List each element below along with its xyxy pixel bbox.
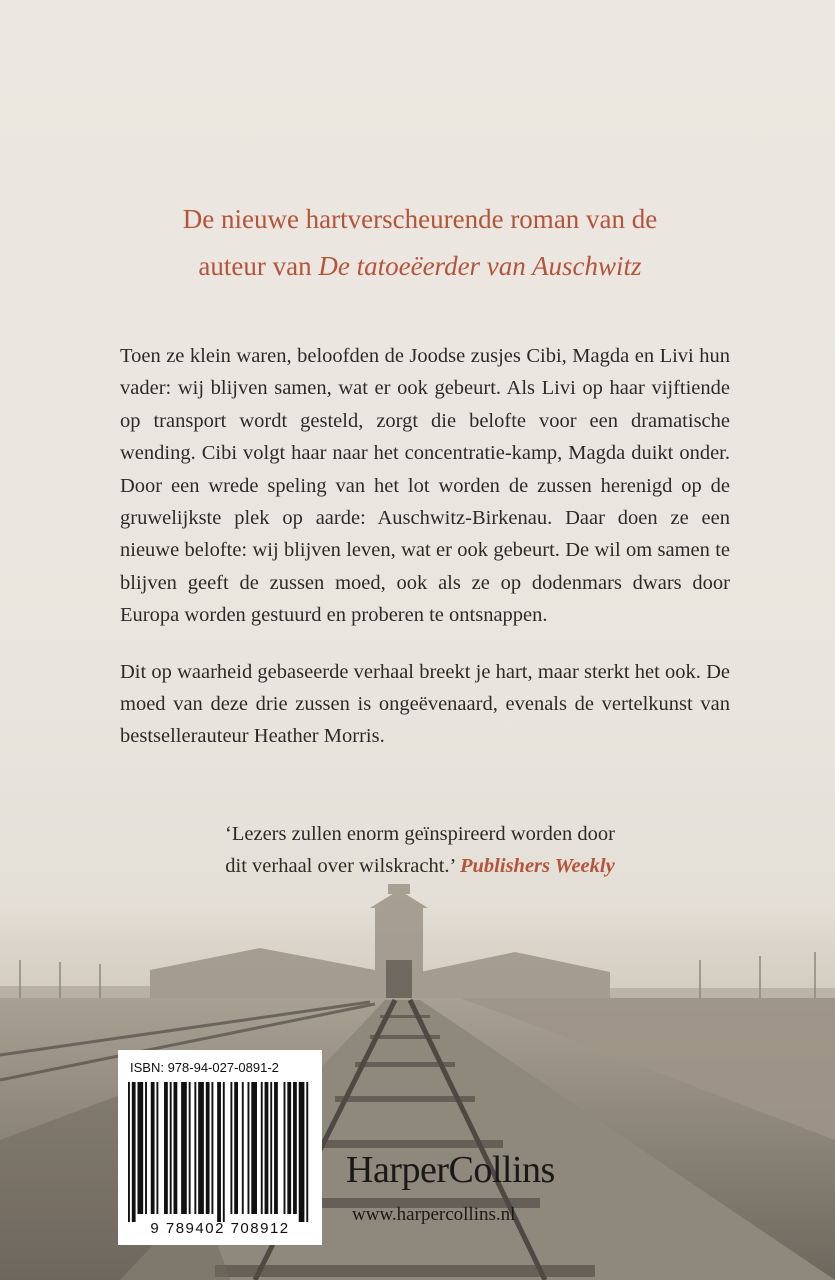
barcode-bar bbox=[242, 1082, 244, 1214]
barcode-bar bbox=[293, 1082, 297, 1214]
barcode-bar bbox=[211, 1082, 213, 1214]
barcode-bar bbox=[164, 1082, 168, 1214]
publisher-website[interactable]: www.harpercollins.nl bbox=[352, 1204, 516, 1225]
barcode-bar bbox=[234, 1082, 238, 1214]
barcode bbox=[128, 1082, 312, 1222]
barcode-bar bbox=[265, 1082, 269, 1214]
barcode-bar bbox=[274, 1082, 278, 1214]
barcode-bar bbox=[223, 1082, 225, 1222]
barcode-bar bbox=[156, 1082, 158, 1214]
barcode-bar bbox=[151, 1082, 155, 1214]
tagline-line-1: De nieuwe hartverscheurende roman van de bbox=[182, 204, 658, 234]
blurb-paragraph-1: Toen ze klein waren, beloofden de Joodse zusjes Cibi, Magda en Livi hun vader: wij blijven samen, wat er ook gebeurt. Als Livi op haar vijftiende op transport wordt gesteld, zorgt die belofte voor een dramatische wending. Cibi volgt haar naar het concentratie-kamp, Magda duikt onder. Door een wrede speling van het lot worden de zussen herenigd op de gruwelijkste plek op aarde: Auschwitz-Birkenau. Daar doen ze een nieuwe belofte: wij blijven leven, wat er ook gebeurt. De wil om samen te blijven geeft de zussen moed, ook als ze op dodenmars dwars door Europa worden gestuurd en proberen te ontsnappen. bbox=[120, 345, 730, 627]
barcode-bar bbox=[132, 1082, 136, 1222]
barcode-bar bbox=[287, 1082, 291, 1214]
blurb bbox=[120, 340, 730, 777]
barcode-bar bbox=[194, 1082, 196, 1214]
barcode-bar bbox=[206, 1082, 210, 1214]
isbn-label: ISBN: 978-94-027-0891-2 bbox=[130, 1060, 279, 1075]
barcode-digits: 9 789402 708912 bbox=[150, 1220, 290, 1237]
barcode-bar bbox=[198, 1082, 204, 1214]
review-quote bbox=[170, 818, 670, 882]
blurb-paragraph-2: Dit op waarheid gebaseerde verhaal breekt je hart, maar sterkt het ook. De moed van deze drie zussen is ongeëvenaard, evenals de vertelkunst van bestsellerauteur Heather Morris. bbox=[120, 660, 730, 748]
publisher-name: HarperCollins bbox=[346, 1149, 555, 1191]
barcode-bar bbox=[181, 1082, 187, 1214]
barcode-bar bbox=[217, 1082, 221, 1222]
barcode-bar bbox=[270, 1082, 272, 1214]
barcode-box bbox=[118, 1050, 322, 1245]
quote-source: Publishers Weekly bbox=[460, 855, 615, 877]
quote-line-2-text: dit verhaal over wilskracht.’ bbox=[225, 855, 455, 877]
barcode-bar bbox=[284, 1082, 286, 1214]
tagline-book-title: De tatoeëerder van Auschwitz bbox=[318, 251, 642, 281]
barcode-bar bbox=[261, 1082, 263, 1214]
barcode-bar bbox=[189, 1082, 191, 1214]
barcode-bar bbox=[248, 1082, 250, 1214]
barcode-bar bbox=[137, 1082, 143, 1214]
barcode-bar bbox=[230, 1082, 232, 1214]
tagline bbox=[90, 196, 750, 290]
barcode-bar bbox=[174, 1082, 178, 1214]
quote-line-1: ‘Lezers zullen enorm geïnspireerd worden door bbox=[225, 823, 615, 845]
barcode-bar bbox=[251, 1082, 257, 1214]
tagline-line-2 bbox=[90, 243, 750, 290]
barcode-bar bbox=[299, 1082, 305, 1222]
barcode-bar bbox=[128, 1082, 130, 1222]
barcode-bar bbox=[306, 1082, 308, 1222]
tagline-line-2-prefix: auteur van bbox=[198, 251, 319, 281]
barcode-bar bbox=[145, 1082, 147, 1214]
barcode-bar bbox=[170, 1082, 172, 1214]
quote-line-2 bbox=[170, 850, 670, 882]
